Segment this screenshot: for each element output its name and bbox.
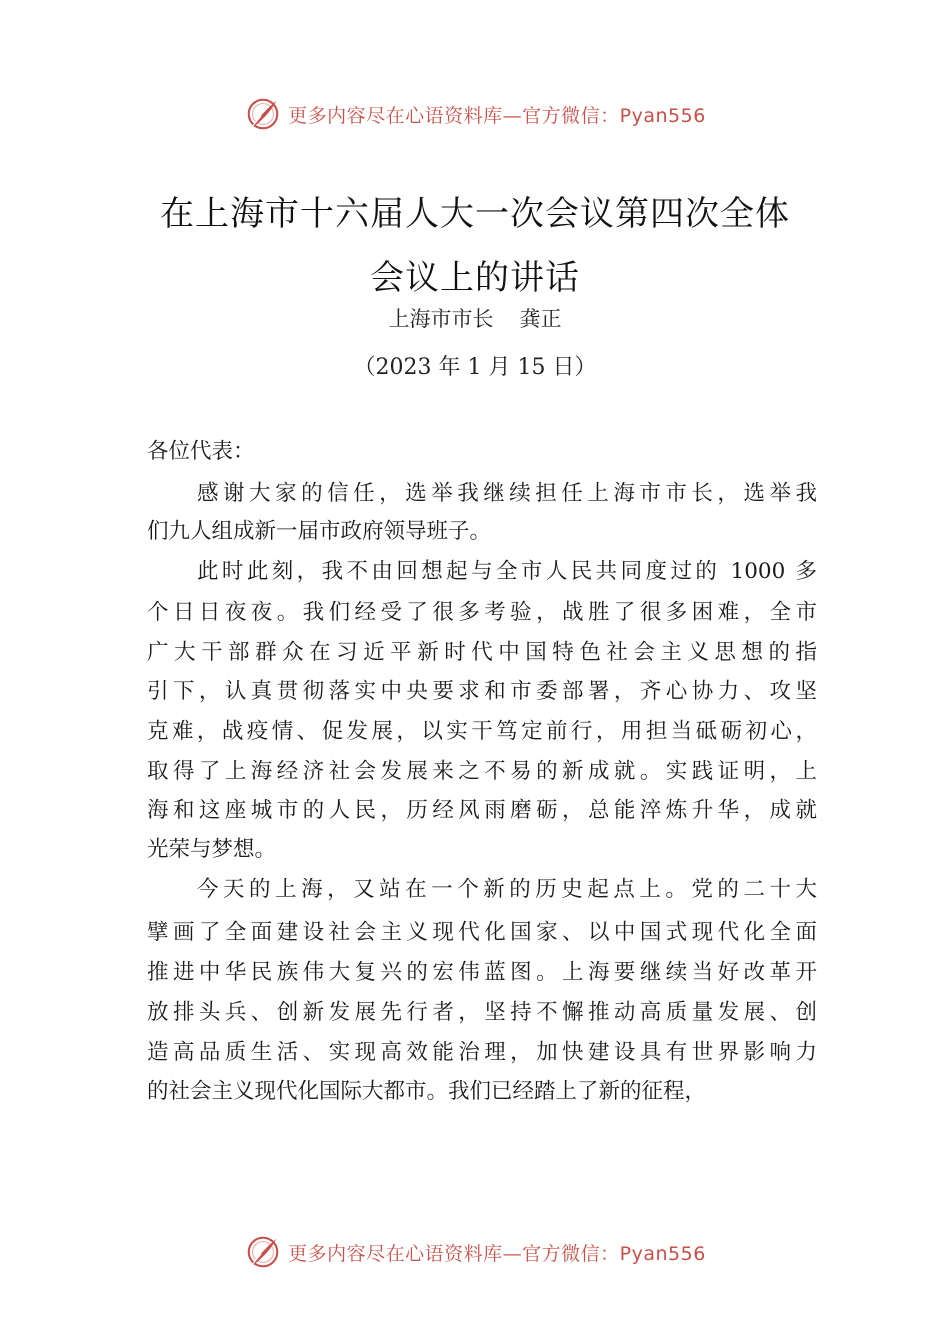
body-line: 此时此刻，我不由回想起与全市人民共同度过的 1000 多 bbox=[197, 559, 817, 584]
watermark-account: Pyan556 bbox=[619, 104, 706, 127]
body-line: 们九人组成新一届市政府领导班子。 bbox=[147, 519, 492, 544]
body-line: 引下，认真贯彻落实中央要求和市委部署，齐心协力、攻坚 bbox=[147, 679, 817, 704]
body-line: 克难，战疫情、促发展，以实干笃定前行，用担当砥砺初心， bbox=[147, 719, 817, 744]
body-line: 的社会主义现代化国际大都市。我们已经踏上了新的征程， bbox=[147, 1079, 707, 1104]
body-line: 推进中华民族伟大复兴的宏伟蓝图。上海要继续当好改革开 bbox=[147, 960, 817, 985]
body-line: 放排头兵、创新发展先行者，坚持不懈推动高质量发展、创 bbox=[147, 1000, 817, 1025]
body-line: 取得了上海经济社会发展来之不易的新成就。实践证明，上 bbox=[147, 759, 817, 784]
quill-logo-icon bbox=[244, 95, 282, 133]
document-title-line-1: 在上海市十六届人大一次会议第四次全体 bbox=[160, 194, 790, 234]
watermark-text: 更多内容尽在心语资料库—官方微信：Pyan556 bbox=[288, 1242, 706, 1265]
speech-date: （2023 年 1 月 15 日） bbox=[353, 355, 597, 380]
footer-watermark bbox=[0, 1230, 950, 1274]
body-line: 个日日夜夜。我们经受了很多考验，战胜了很多困难，全市 bbox=[147, 600, 817, 625]
body-line: 感谢大家的信任，选举我继续担任上海市市长，选举我 bbox=[197, 481, 817, 506]
author-line bbox=[0, 303, 950, 333]
document-title-line-2: 会议上的讲话 bbox=[370, 258, 580, 298]
author-name: 龚正 bbox=[519, 307, 562, 331]
salutation: 各位代表： bbox=[147, 439, 255, 464]
author-role: 上海市市长 bbox=[388, 307, 494, 331]
watermark-text: 更多内容尽在心语资料库—官方微信：Pyan556 bbox=[288, 104, 706, 127]
body-line: 造高品质生活、实现高效能治理，加快建设具有世界影响力 bbox=[147, 1040, 817, 1065]
body-line: 光荣与梦想。 bbox=[147, 837, 277, 862]
body-line: 今天的上海，又站在一个新的历史起点上。党的二十大 bbox=[197, 877, 817, 902]
header-watermark bbox=[0, 92, 950, 136]
body-line: 擘画了全面建设社会主义现代化国家、以中国式现代化全面 bbox=[147, 920, 817, 945]
watermark-account: Pyan556 bbox=[619, 1242, 706, 1265]
body-line: 广大干部群众在习近平新时代中国特色社会主义思想的指 bbox=[147, 640, 817, 665]
body-line: 海和这座城市的人民，历经风雨磨砺，总能淬炼升华，成就 bbox=[147, 798, 817, 823]
quill-logo-icon bbox=[244, 1233, 282, 1271]
